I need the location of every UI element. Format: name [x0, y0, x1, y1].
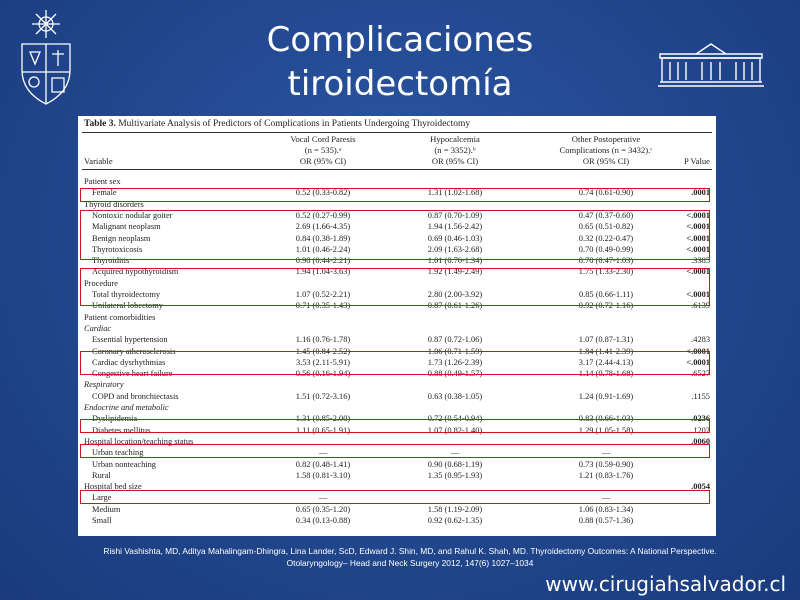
header-other-line1: Other Postoperative — [571, 134, 641, 144]
p-value-cell: .0001 — [691, 188, 710, 198]
other-complications-cell: 1.29 (1.05-1.58) — [578, 425, 634, 435]
header-hypo-line1: Hypocalcemia — [430, 134, 480, 144]
variable-cell: Diabetes mellitus — [92, 425, 151, 435]
vocal-cord-cell: 0.82 (0.48-1.41) — [295, 459, 351, 469]
variable-cell: Procedure — [84, 278, 118, 288]
other-complications-cell: 0.88 (0.57-1.36) — [578, 516, 634, 525]
variable-cell: Total thyroidectomy — [92, 290, 161, 299]
other-complications-cell: 1.75 (1.33-2.30) — [578, 267, 634, 277]
p-value-cell: .0060 — [691, 436, 710, 446]
other-complications-cell: — — [601, 448, 611, 458]
vocal-cord-cell: 0.71 (0.35-1.43) — [295, 301, 351, 311]
other-complications-cell: 0.73 (0.59-0.90) — [578, 459, 634, 469]
p-value-cell: <.0001 — [686, 267, 710, 277]
variable-cell: Nontoxic nodular goiter — [92, 210, 173, 220]
p-value-cell: .0236 — [691, 414, 710, 424]
hypocalcemia-cell: 0.87 (0.72-1.06) — [427, 335, 483, 345]
slide-title-line1: Complicaciones — [266, 20, 534, 60]
variable-cell: Thyroiditis — [92, 256, 130, 266]
p-value-cell: <.0001 — [686, 222, 710, 232]
variable-cell: Cardiac — [84, 323, 112, 333]
citation-line2: Otolaryngology– Head and Neck Surgery 2012, 147(6) 1027–1034 — [286, 558, 534, 568]
variable-cell: Small — [92, 516, 112, 525]
header-vocal-cord-paresis — [268, 134, 378, 167]
other-complications-cell: 0.92 (0.72-1.16) — [578, 301, 634, 311]
vocal-cord-cell: 1.45 (0.84-2.52) — [295, 346, 351, 356]
header-vcp-line2: (n = 535).ᵃ — [304, 145, 342, 155]
other-complications-cell: 0.74 (0.61-0.90) — [578, 188, 634, 198]
variable-cell: Medium — [92, 504, 121, 514]
other-complications-cell: 1.24 (0.91-1.69) — [578, 391, 634, 401]
highlight-box-bed-size — [80, 490, 710, 504]
table-caption — [84, 119, 470, 129]
hypocalcemia-cell: 1.31 (1.02-1.68) — [427, 188, 483, 198]
variable-cell: Patient sex — [84, 177, 121, 186]
variable-cell: Rural — [92, 470, 111, 480]
vocal-cord-cell: 1.31 (0.85-2.00) — [295, 414, 351, 424]
p-value-cell: <.0001 — [686, 244, 710, 254]
p-value-cell: <.0001 — [686, 210, 710, 220]
hypocalcemia-cell: 1.01 (0.76-1.34) — [427, 256, 483, 266]
vocal-cord-cell: 1.01 (0.46-2.24) — [295, 244, 351, 254]
other-complications-cell: 1.07 (0.87-1.31) — [578, 335, 634, 345]
hypocalcemia-cell: 1.06 (0.71-1.59) — [427, 346, 483, 356]
p-value-cell: .4283 — [691, 335, 710, 345]
table-row — [78, 176, 716, 187]
vocal-cord-cell: 0.84 (0.38-1.89) — [295, 233, 351, 243]
vocal-cord-cell: 1.51 (0.72-3.16) — [295, 391, 351, 401]
hypocalcemia-cell: 0.87 (0.70-1.09) — [427, 210, 483, 220]
other-complications-cell: 1.14 (0.78-1.68) — [578, 369, 634, 379]
hypocalcemia-cell: 0.92 (0.62-1.35) — [427, 516, 483, 525]
header-other-line3: OR (95% CI) — [582, 156, 630, 166]
vocal-cord-cell: 3.53 (2.11-5.91) — [295, 357, 351, 367]
other-complications-cell: 1.21 (0.83-1.76) — [578, 470, 634, 480]
vocal-cord-cell: 1.94 (1.04-3.63) — [295, 267, 351, 277]
table-label: Table 3. — [84, 119, 116, 129]
hypocalcemia-cell: 0.88 (0.49-1.57) — [427, 369, 483, 379]
vocal-cord-cell: 0.65 (0.35-1.20) — [295, 504, 351, 514]
variable-cell: Hospital location/teaching status — [84, 436, 194, 446]
citation-line1: Rishi Vashishta, MD, Aditya Mahalingam-Dhingra, Lina Lander, ScD, Edward J. Shin, MD, and Rahul K. Shah, MD. Thyroidectomy Outcomes: A National Perspective. — [103, 546, 717, 556]
variable-cell: Coronary atherosclerosis — [92, 346, 176, 356]
header-other-line2: Complications (n = 3432).ᶜ — [559, 145, 653, 155]
p-value-cell: <.0001 — [686, 290, 710, 299]
variable-cell: Hospital bed size — [84, 482, 142, 492]
table-row — [78, 470, 716, 481]
variable-cell: Essential hypertension — [92, 335, 168, 345]
variable-cell: Benign neoplasm — [92, 233, 151, 243]
variable-cell: Urban nonteaching — [92, 459, 156, 469]
hospital-building-logo — [656, 42, 766, 90]
p-value-cell: .6139 — [691, 301, 710, 311]
hypocalcemia-cell: 1.07 (0.82-1.40) — [427, 425, 483, 435]
p-value-cell: .6527 — [691, 369, 710, 379]
header-variable: Variable — [84, 156, 113, 166]
header-p-value: P Value — [683, 156, 710, 166]
variable-cell: Urban teaching — [92, 448, 144, 458]
p-value-cell: <.0001 — [686, 357, 710, 367]
variable-cell: Acquired hypothyroidism — [92, 267, 179, 277]
header-vcp-line1: Vocal Cord Paresis — [290, 134, 356, 144]
variable-cell: Dyslipidemia — [92, 414, 138, 424]
other-complications-cell: — — [601, 493, 611, 503]
vocal-cord-cell: 0.98 (0.44-2.21) — [295, 256, 351, 266]
p-value-cell: <.0001 — [686, 233, 710, 243]
other-complications-cell: 0.65 (0.51-0.82) — [578, 222, 634, 232]
vocal-cord-cell: 0.52 (0.33-0.82) — [295, 188, 351, 198]
variable-cell: Female — [92, 188, 117, 198]
highlight-box-female — [80, 188, 710, 202]
hypocalcemia-cell: 1.94 (1.56-2.42) — [427, 222, 483, 232]
table-top-rule — [82, 132, 712, 133]
other-complications-cell: 0.70 (0.49-0.99) — [578, 244, 634, 254]
other-complications-cell: 0.70 (0.47-1.03) — [578, 256, 634, 266]
p-value-cell: .1155 — [691, 391, 710, 401]
table-row — [78, 504, 716, 515]
other-complications-cell: 0.47 (0.37-0.60) — [578, 210, 634, 220]
p-value-cell: .1202 — [691, 425, 710, 435]
p-value-cell: <.0001 — [686, 346, 710, 356]
hypocalcemia-cell: 1.73 (1.26-2.39) — [427, 357, 483, 367]
table-row — [78, 334, 716, 345]
hypocalcemia-cell: 0.90 (0.68-1.19) — [427, 459, 483, 469]
hypocalcemia-cell: 1.58 (1.19-2.09) — [427, 504, 483, 514]
table-row — [78, 515, 716, 526]
vocal-cord-cell: 0.52 (0.27-0.99) — [295, 210, 351, 220]
citation — [60, 545, 760, 569]
other-complications-cell: 0.85 (0.66-1.11) — [578, 290, 634, 299]
hypocalcemia-cell: — — [450, 448, 460, 458]
hypocalcemia-cell: 2.80 (2.00-3.92) — [427, 290, 483, 299]
header-hypocalcemia — [400, 134, 510, 167]
highlight-box-cardiac — [80, 351, 710, 375]
table-caption-text: Multivariate Analysis of Predictors of Complications in Patients Undergoing Thyroidectomy — [118, 119, 471, 129]
variable-cell: Unilateral lobectomy — [92, 301, 163, 311]
other-complications-cell: 0.32 (0.22-0.47) — [578, 233, 634, 243]
table-row — [78, 402, 716, 413]
variable-cell: Cardiac dysrhythmias — [92, 357, 166, 367]
slide-title — [180, 18, 620, 106]
hypocalcemia-cell: 1.35 (0.95-1.93) — [427, 470, 483, 480]
other-complications-cell: 1.84 (1.41-2.39) — [578, 346, 634, 356]
vocal-cord-cell: 1.07 (0.52-2.21) — [295, 290, 351, 299]
table-row — [78, 312, 716, 323]
table-row — [78, 323, 716, 334]
p-value-cell: .3385 — [691, 256, 710, 266]
header-hypo-line3: OR (95% CI) — [431, 156, 479, 166]
results-table-panel — [78, 116, 716, 536]
hypocalcemia-cell: 2.09 (1.63-2.68) — [427, 244, 483, 254]
highlight-box-thyroid-disorders — [80, 210, 710, 260]
variable-cell: Malignant neoplasm — [92, 222, 161, 232]
hypocalcemia-cell: 0.72 (0.54-0.94) — [427, 414, 483, 424]
vocal-cord-cell: 1.16 (0.76-1.78) — [295, 335, 351, 345]
other-complications-cell: 1.06 (0.83-1.34) — [578, 504, 634, 514]
variable-cell: Thyrotoxicosis — [92, 244, 143, 254]
variable-cell: Congestive heart failure — [92, 369, 173, 379]
hypocalcemia-cell: 0.87 (0.61-1.26) — [427, 301, 483, 311]
hypocalcemia-cell: 0.63 (0.38-1.05) — [427, 391, 483, 401]
p-value-cell: .0054 — [691, 482, 710, 492]
highlight-box-procedure — [80, 268, 710, 306]
vocal-cord-cell: 0.56 (0.16-1.94) — [295, 369, 351, 379]
variable-cell: COPD and bronchiectasis — [92, 391, 179, 401]
table-row — [78, 391, 716, 402]
highlight-box-dyslipidemia — [80, 419, 710, 433]
slide-title-line2: tiroidectomía — [287, 64, 513, 104]
table-header-rule — [82, 169, 712, 170]
vocal-cord-cell: 1.58 (0.81-3.10) — [295, 470, 351, 480]
table-row — [78, 459, 716, 470]
variable-cell: Endocrine and metabolic — [84, 403, 169, 412]
variable-cell: Large — [92, 493, 112, 503]
highlight-box-hospital-location — [80, 444, 710, 458]
table-row — [78, 379, 716, 390]
header-other-complications — [526, 134, 686, 167]
variable-cell: Respiratory — [84, 380, 124, 390]
variable-cell: Patient comorbidities — [84, 312, 156, 322]
variable-cell: Thyroid disorders — [84, 199, 144, 209]
other-complications-cell: 0.83 (0.66-1.03) — [578, 414, 634, 424]
hypocalcemia-cell: 1.92 (1.49-2.49) — [427, 267, 483, 277]
vocal-cord-cell: 0.34 (0.13-0.88) — [295, 516, 351, 525]
hypocalcemia-cell: 0.69 (0.46-1.03) — [427, 233, 483, 243]
header-hypo-line2: (n = 3352).ᵇ — [434, 145, 476, 155]
university-crest-logo — [14, 8, 78, 108]
vocal-cord-cell: — — [318, 493, 328, 503]
vocal-cord-cell: 2.69 (1.66-4.35) — [295, 222, 351, 232]
other-complications-cell: 3.17 (2.44-4.13) — [578, 357, 634, 367]
vocal-cord-cell: — — [318, 448, 328, 458]
website-url: www.cirugiahsalvador.cl — [545, 572, 786, 596]
header-vcp-line3: OR (95% CI) — [299, 156, 347, 166]
vocal-cord-cell: 1.11 (0.65-1.91) — [295, 425, 351, 435]
